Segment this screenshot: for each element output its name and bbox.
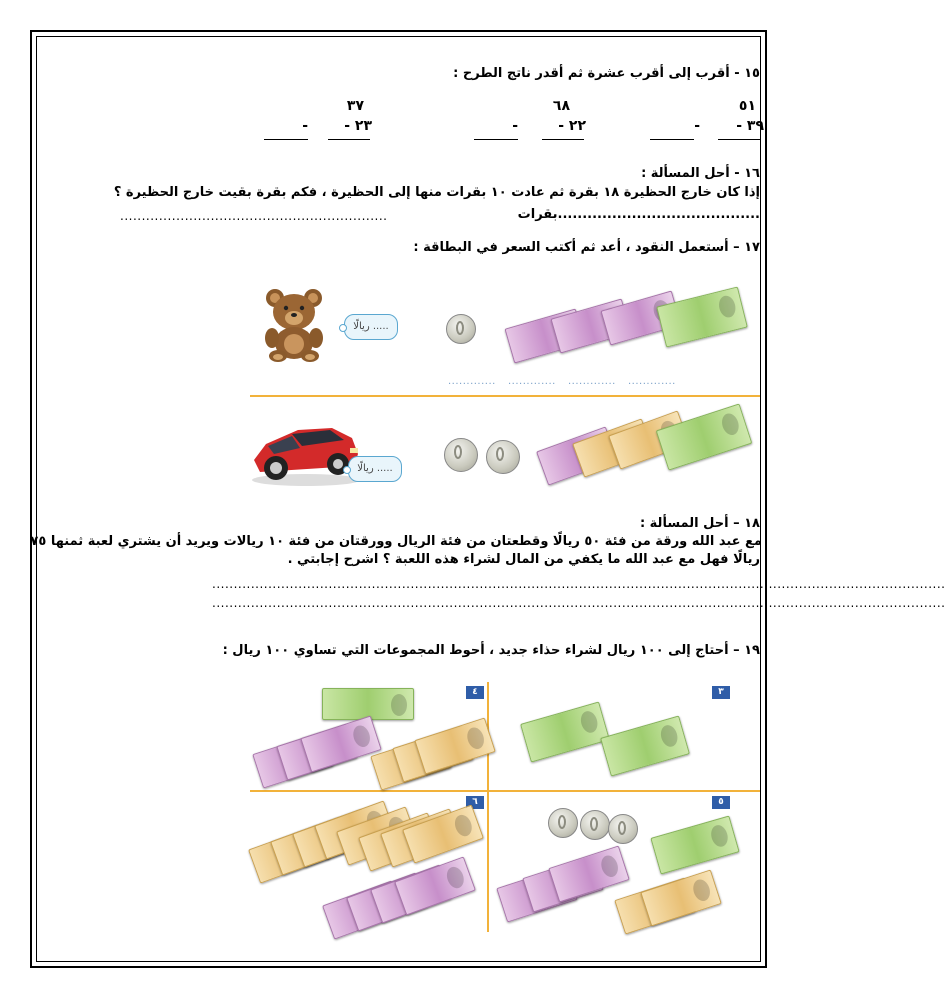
q15-p2-top: ٦٨ — [552, 98, 570, 114]
q18-answer-line-1[interactable]: .......................................................................................................................................................................... — [212, 577, 945, 591]
q16-answer-line[interactable]: .........................................بقرات — [517, 207, 760, 222]
group-badge-4: ٤ — [466, 686, 484, 699]
divider-line — [250, 395, 760, 397]
q15-p3-line — [328, 139, 370, 140]
count-blank-1[interactable]: ............. — [448, 376, 496, 387]
riyal-coin-icon[interactable] — [580, 810, 610, 840]
q15-p3-bottom: ٢٣ - — [344, 118, 372, 134]
q15-p2-bottom: ٢٢ - — [558, 118, 586, 134]
q15-p3-answer[interactable] — [264, 139, 308, 140]
q19-text: ١٩ – أحتاج إلى ١٠٠ ريال لشراء حذاء جديد ، أحوط المجموعات التي تساوي ١٠٠ ريال : — [222, 643, 760, 658]
q17-text: ١٧ – أستعمل النقود ، أعد ثم أكتب السعر في البطاقة : — [413, 240, 760, 255]
group-badge-6: ٦ — [466, 796, 484, 809]
q15-p2-answer[interactable] — [474, 139, 518, 140]
q16-title: ١٦ - أحل المسألة : — [641, 166, 760, 181]
q18-line2: ريالًا فهل مع عبد الله ما يكفي من المال لشراء هذه اللعبة ؟ اشرح إجابتي . — [287, 552, 760, 567]
q18-answer-line-2[interactable]: .......................................................................................................................................................................... — [212, 596, 945, 610]
teddy-bear-image — [258, 288, 330, 362]
red-car-image — [246, 408, 364, 488]
q18-line1: مع عبد الله ورقة من فئة ٥٠ ريالًا وقطعتان من فئة الريال وورقتان من فئة ١٠ ريالات ويريد أن يشتري لعبة ثمنها ٧٥ — [30, 534, 762, 549]
riyal-coin-icon — [444, 438, 478, 472]
count-blank-2[interactable]: ............. — [508, 376, 556, 387]
riyal-coin-icon — [486, 440, 520, 474]
price-tag-car[interactable]: ..... ريالًا — [348, 456, 402, 482]
riyal-coin-icon[interactable] — [608, 814, 638, 844]
group-badge-3: ٣ — [712, 686, 730, 699]
grid-horizontal-divider — [250, 790, 760, 792]
q16-dots-left: .............................................................. — [120, 209, 388, 223]
q15-p3-estimate-sign: - — [302, 118, 308, 134]
price-tag-teddy[interactable]: ..... ريالًا — [344, 314, 398, 340]
q15-p3-top: ٣٧ — [346, 98, 364, 114]
group-badge-5: ٥ — [712, 796, 730, 809]
q15-p1-estimate-sign: - — [694, 118, 700, 134]
q15-p2-estimate-sign: - — [512, 118, 518, 134]
grid-vertical-divider — [487, 682, 489, 932]
q18-title: ١٨ – أحل المسألة : — [639, 516, 760, 531]
riyal-coin-icon — [446, 314, 476, 344]
count-blank-4[interactable]: ............. — [628, 376, 676, 387]
q15-p1-answer[interactable] — [650, 139, 694, 140]
q15-p1-bottom: ٣٩ - — [736, 118, 764, 134]
q15-p1-top: ٥١ — [738, 98, 756, 114]
count-blank-3[interactable]: ............. — [568, 376, 616, 387]
q15-text: ١٥ - أقرب إلى أقرب عشرة ثم أقدر ناتج الطرح : — [453, 66, 760, 81]
q15-p2-line — [542, 139, 584, 140]
q15-p1-line — [718, 139, 760, 140]
riyal-coin-icon[interactable] — [548, 808, 578, 838]
q16-text: إذا كان خارج الحظيرة ١٨ بقرة ثم عادت ١٠ بقرات منها إلى الحظيرة ، فكم بقرة بقيت خارج الحظيرة ؟ — [113, 185, 760, 200]
